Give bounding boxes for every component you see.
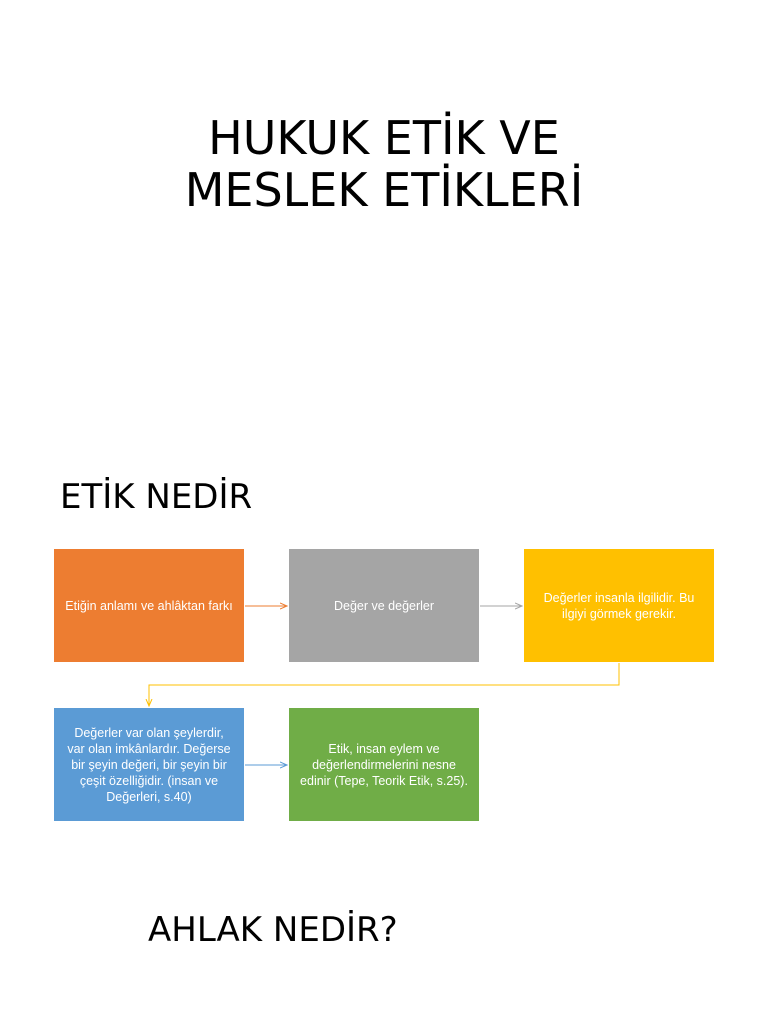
flow-box-5-text: Etik, insan eylem ve değerlendirmelerini nesne edinir (Tepe, Teorik Etik, s.25). (300, 741, 468, 788)
flow-box-3-text: Değerler insanla ilgilidir. Bu ilgiyi görmek gerekir. (543, 590, 695, 621)
flow-box-etik-anlami (54, 549, 244, 662)
flow-box-deger (289, 549, 479, 662)
flow-box-4-text: Değerler var olan şeylerdir, var olan imkânlardır. Değerse bir şeyin değeri, bir şeyin bir çeşit özelliğidir. (insan ve Değerleri, s.40) (67, 725, 231, 804)
arrow-3-to-4 (149, 663, 619, 706)
ahlak-nedir-heading: AHLAK NEDİR? (148, 910, 398, 950)
title-line-1: HUKUK ETİK VE (208, 111, 560, 165)
flow-box-insanla-ilgili (524, 549, 714, 662)
page-title (0, 112, 768, 216)
flow-box-degerler-var-olan (54, 708, 244, 821)
flow-box-2-text: Değer ve değerler (333, 598, 435, 613)
title-line-2: MESLEK ETİKLERİ (184, 163, 584, 217)
flow-box-etik-insan-eylem (289, 708, 479, 821)
flow-box-1-text: Etiğin anlamı ve ahlâktan farkı (65, 598, 233, 613)
etik-nedir-heading: ETİK NEDİR (60, 477, 253, 517)
